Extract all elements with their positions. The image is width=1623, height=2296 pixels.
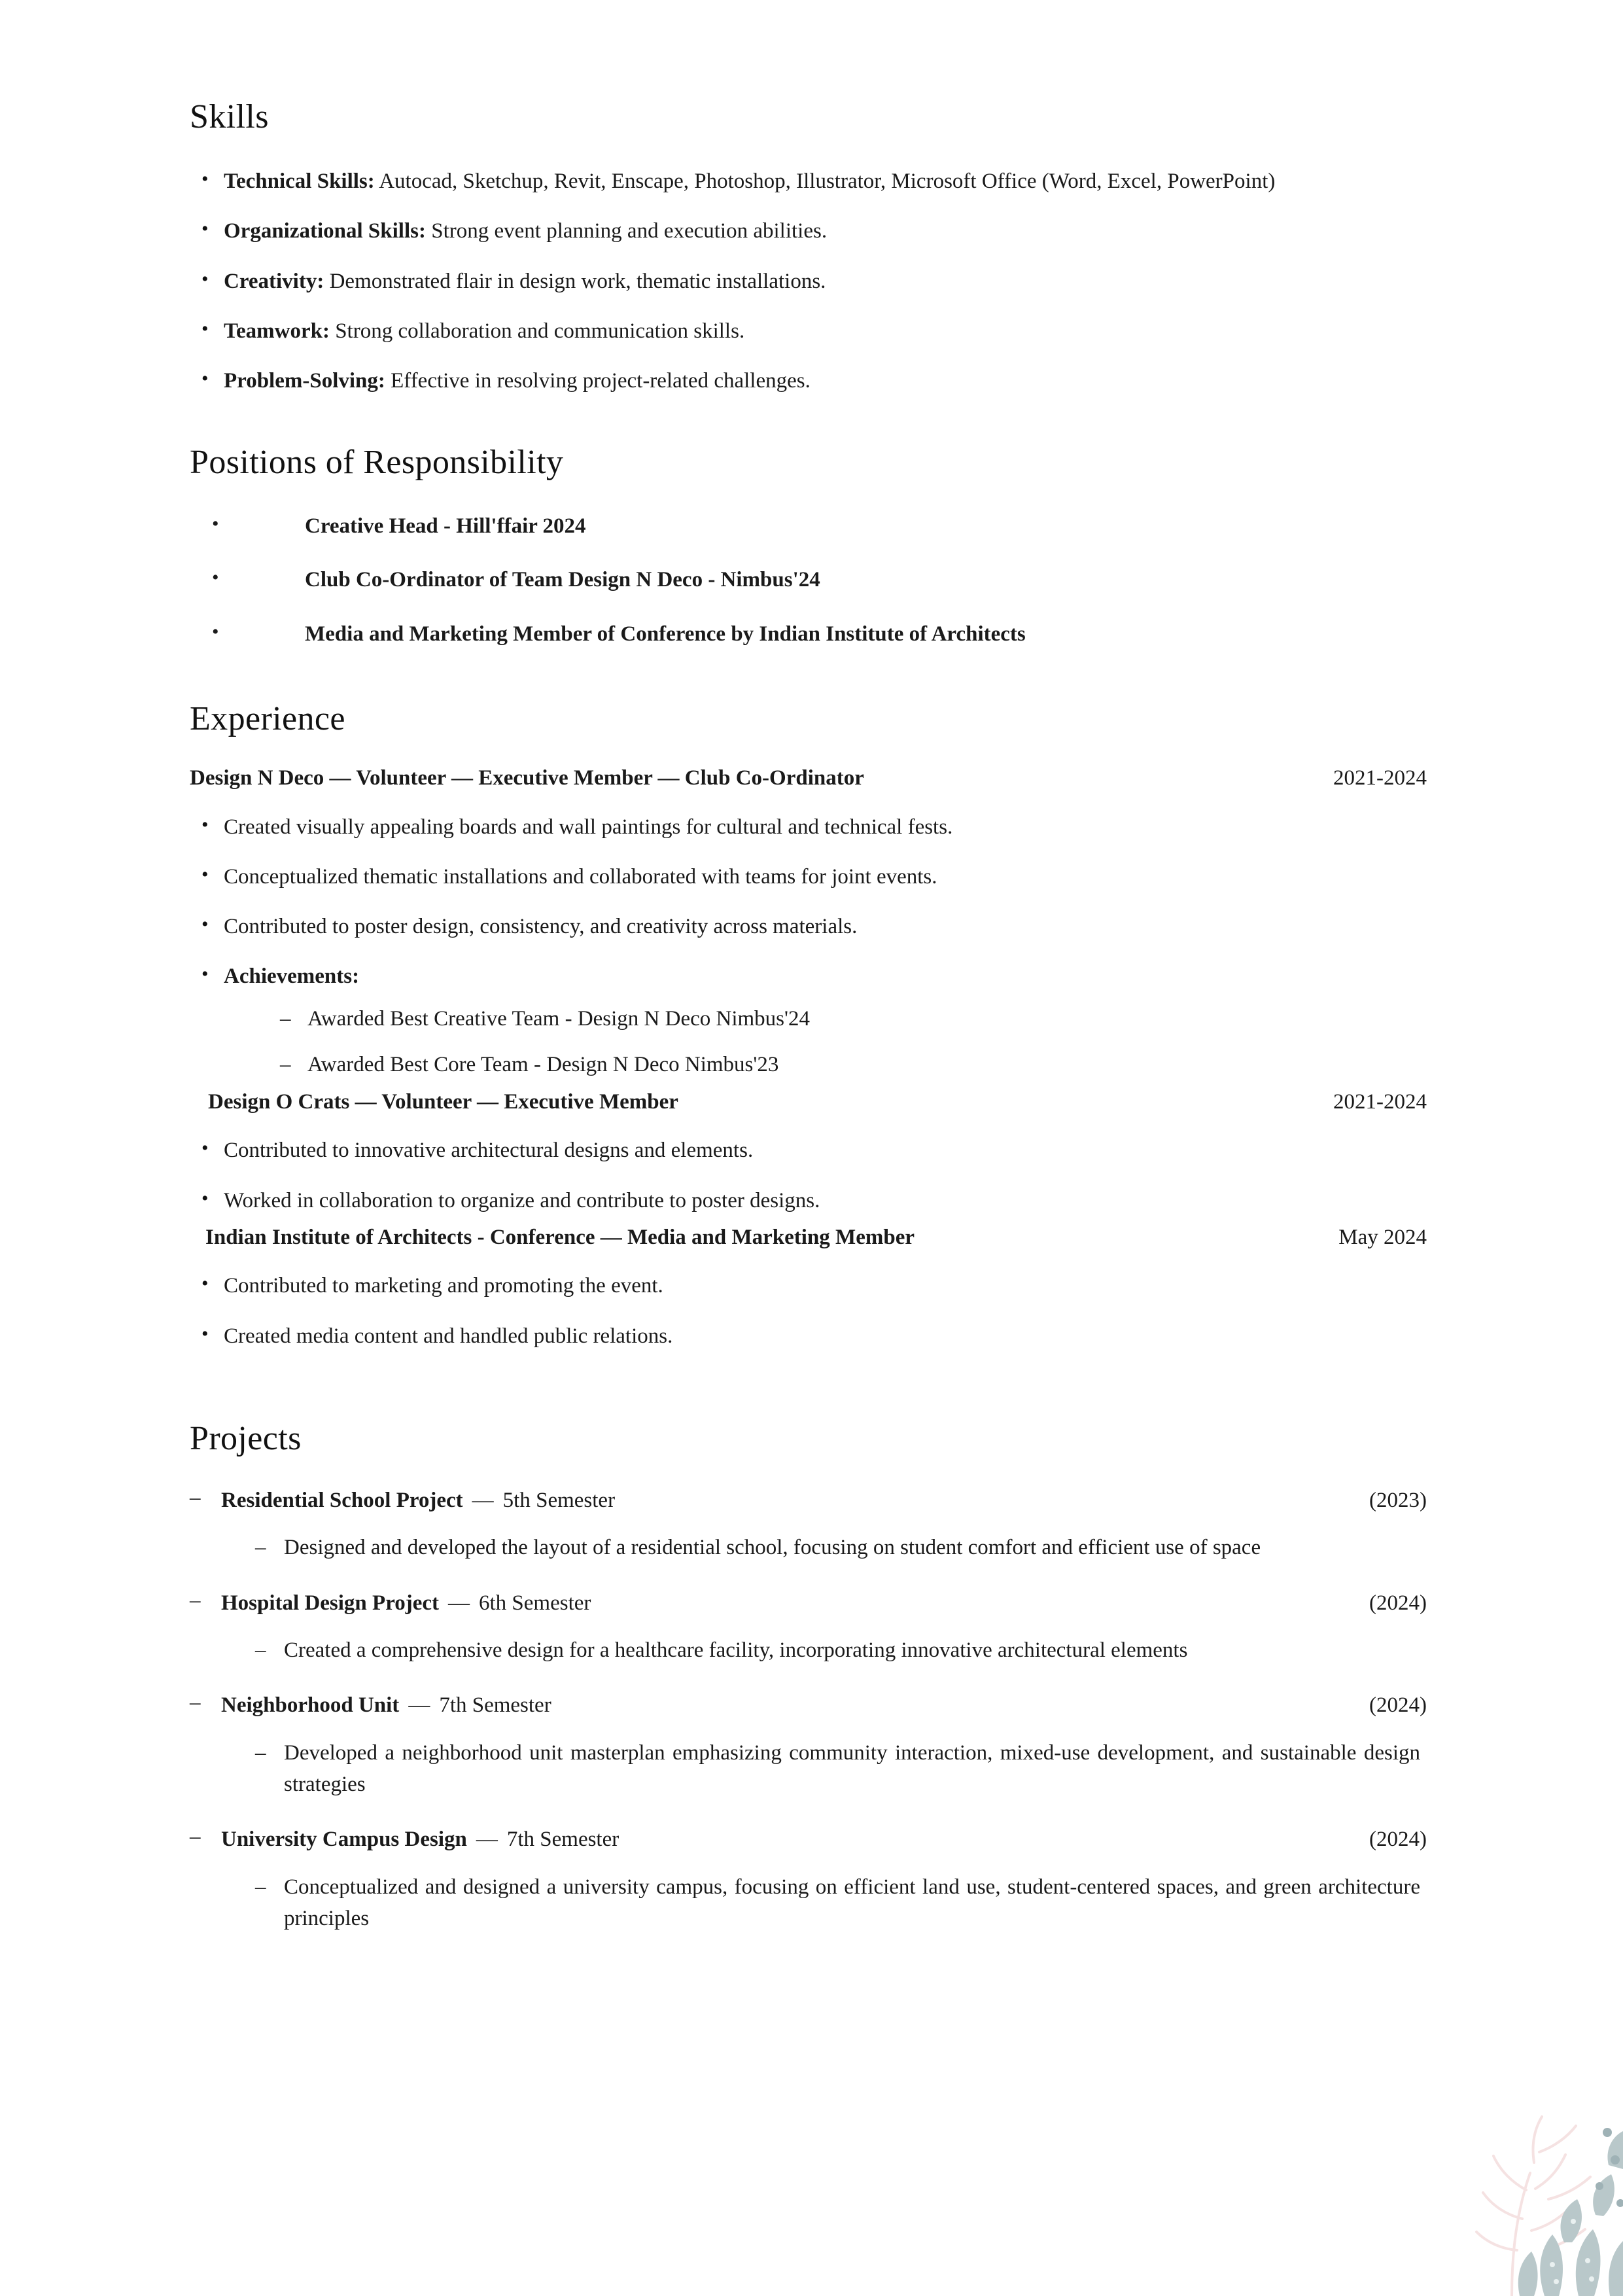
section-heading-experience: Experience: [190, 699, 345, 737]
experience-bullets: [190, 1135, 1427, 1216]
section-heading-projects: Projects: [190, 1419, 302, 1457]
list-item: – Conceptualized and designed a university campus, focusing on efficient land use, student-centered spaces, and green architecture principles: [255, 1871, 1420, 1934]
project-separator: —: [472, 1488, 494, 1512]
skill-label: Organizational Skills:: [224, 219, 426, 243]
project-description-list: [255, 1737, 1427, 1800]
experience-entry-header: [205, 1223, 1427, 1252]
list-item: • Created visually appealing boards and wall paintings for cultural and technical fests.: [190, 811, 1427, 843]
skill-text: Strong collaboration and communication skills.: [335, 319, 745, 343]
experience-entry: [190, 1223, 1427, 1352]
project-year: (2023): [1369, 1488, 1427, 1512]
experience-role: Design O Crats — Volunteer — Executive Member: [208, 1089, 678, 1114]
project-item: [190, 1589, 1427, 1667]
project-item: [190, 1825, 1427, 1934]
project-name: – Hospital Design Project: [221, 1591, 440, 1615]
experience-entry: [190, 1087, 1427, 1216]
project-item: [190, 1691, 1427, 1800]
experience-bullets: [190, 811, 1427, 1081]
botanical-corner-decoration-icon: [1348, 2034, 1623, 2296]
list-item: – Created a comprehensive design for a healthcare facility, incorporating innovative architectural elements: [255, 1634, 1420, 1666]
experience-role: Design N Deco — Volunteer — Executive Member — Club Co-Ordinator: [190, 766, 864, 790]
skill-label: Technical Skills:: [224, 169, 375, 194]
section-heading-positions-of-responsibility: Positions of Responsibility: [190, 444, 564, 482]
project-header: [221, 1589, 1427, 1618]
list-item: [190, 266, 1427, 297]
project-header: [221, 1486, 1427, 1515]
experience-entry-header: [208, 1087, 1427, 1117]
list-item: [190, 315, 1427, 347]
list-item: [190, 215, 1427, 247]
list-item: – Developed a neighborhood unit masterplan emphasizing community interaction, mixed-use development, and sustainable design strategies: [255, 1737, 1420, 1800]
project-name: – Residential School Project: [221, 1488, 463, 1512]
project-description-list: [255, 1634, 1427, 1666]
skill-text: Autocad, Sketchup, Revit, Enscape, Photoshop, Illustrator, Microsoft Office (Word, Excel, PowerPoint): [379, 169, 1276, 194]
list-item: • Media and Marketing Member of Conference by Indian Institute of Architects: [212, 619, 1427, 649]
projects-list: [190, 1486, 1427, 1934]
experience-date: May 2024: [1338, 1225, 1427, 1249]
project-header: [221, 1691, 1427, 1720]
project-year: (2024): [1369, 1828, 1427, 1852]
project-semester: 7th Semester: [439, 1693, 551, 1718]
list-item: • Worked in collaboration to organize and contribute to poster designs.: [190, 1185, 1427, 1216]
list-item: • Creative Head - Hill'ffair 2024: [212, 511, 1427, 541]
skill-label: Problem-Solving:: [224, 368, 385, 393]
project-separator: —: [448, 1591, 470, 1615]
project-year: (2024): [1369, 1693, 1427, 1718]
list-item: • Contributed to poster design, consistency, and creativity across materials.: [190, 911, 1427, 942]
list-item: [190, 166, 1427, 197]
list-item: [190, 365, 1427, 397]
project-separator: —: [476, 1828, 498, 1852]
project-description-list: [255, 1532, 1427, 1563]
project-header: [221, 1825, 1427, 1854]
list-item: • Created media content and handled public relations.: [190, 1320, 1427, 1352]
project-year: (2024): [1369, 1591, 1427, 1615]
project-name: – University Campus Design: [221, 1828, 467, 1852]
list-item: • Conceptualized thematic installations and collaborated with teams for joint events.: [190, 861, 1427, 892]
skill-label: Creativity:: [224, 269, 324, 293]
skill-text: Demonstrated flair in design work, thematic installations.: [329, 269, 826, 293]
experience-bullets: [190, 1270, 1427, 1351]
skill-text: Strong event planning and execution abilities.: [431, 219, 828, 243]
project-semester: 5th Semester: [502, 1488, 616, 1512]
project-semester: 6th Semester: [479, 1591, 591, 1615]
experience-entry-header: [190, 764, 1427, 793]
list-item: • Contributed to innovative architectural designs and elements.: [190, 1135, 1427, 1166]
experience-entry: [190, 764, 1427, 1081]
achievements-label: Achievements:: [224, 964, 360, 989]
positions-list: [212, 511, 1427, 649]
list-item: – Awarded Best Core Team - Design N Deco Nimbus'23: [280, 1050, 1427, 1081]
list-item: – Designed and developed the layout of a residential school, focusing on student comfort and efficient use of space: [255, 1532, 1420, 1563]
project-item: [190, 1486, 1427, 1564]
experience-role: Indian Institute of Architects - Conference — Media and Marketing Member: [205, 1225, 915, 1249]
experience-date: 2021-2024: [1333, 766, 1427, 790]
achievements-list: [280, 1004, 1427, 1081]
project-name: – Neighborhood Unit: [221, 1693, 400, 1718]
project-semester: 7th Semester: [506, 1828, 620, 1852]
skills-list: [190, 166, 1427, 397]
project-description-list: [255, 1871, 1427, 1934]
list-item: • Club Co-Ordinator of Team Design N Deco - Nimbus'24: [212, 565, 1427, 595]
skill-text: Effective in resolving project-related challenges.: [391, 368, 811, 393]
section-heading-skills: Skills: [190, 98, 269, 135]
list-item: • Contributed to marketing and promoting the event.: [190, 1270, 1427, 1301]
skill-label: Teamwork:: [224, 319, 330, 343]
list-item: – Awarded Best Creative Team - Design N Deco Nimbus'24: [280, 1004, 1427, 1035]
list-item-achievements: [190, 961, 1427, 1081]
experience-date: 2021-2024: [1333, 1089, 1427, 1114]
project-separator: —: [408, 1693, 430, 1718]
